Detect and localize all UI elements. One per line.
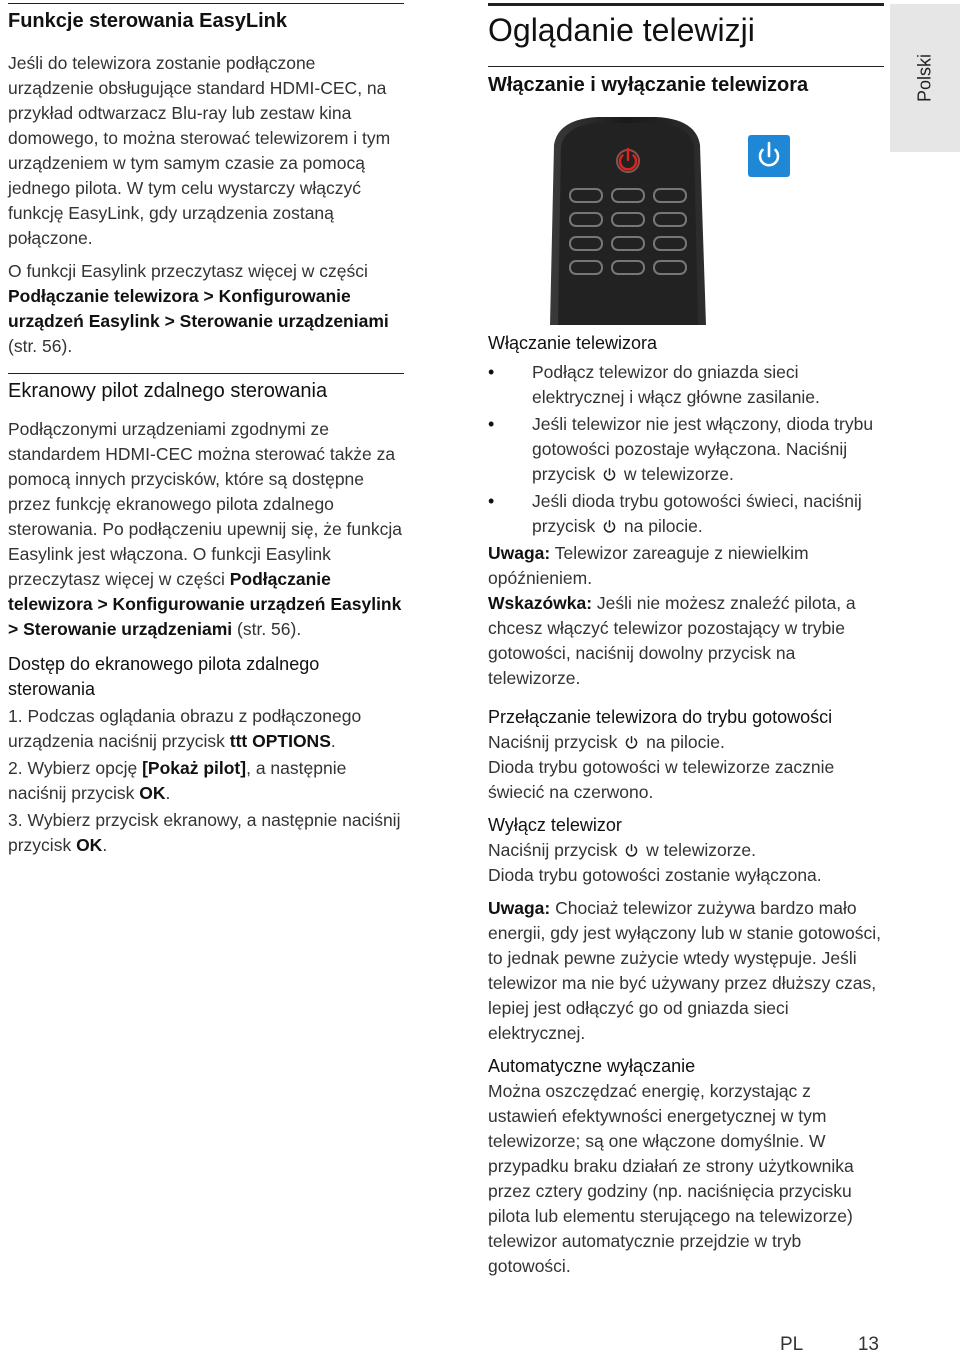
section-title-onoff: Włączanie i wyłączanie telewizora xyxy=(488,74,809,96)
remote-control-image xyxy=(488,115,884,325)
step-3: 3. Wybierz przycisk ekranowy, a następnie naciśnij przycisk OK. xyxy=(8,810,401,855)
remote-illustration xyxy=(488,115,884,325)
remote-ref-link: Podłączanie telewizora > Konfigurowanie urządzeń Easylink > Sterowanie urządzeniami xyxy=(8,569,402,639)
step-1: 1. Podczas oglądania obrazu z podłączonego urządzenia naciśnij przycisk ttt OPTIONS. xyxy=(8,706,362,751)
list-item: • Podłącz telewizor do gniazda sieci elektrycznej i włącz główne zasilanie. xyxy=(488,360,884,410)
language-tab xyxy=(890,4,960,152)
page-footer xyxy=(780,1334,879,1356)
easylink-reference: O funkcji Easylink przeczytasz więcej w części Podłączanie telewizora > Konfigurowanie urządzeń Easylink > Sterowanie urządzeniami (str. 56). xyxy=(8,261,389,356)
section-title-remote: Ekranowy pilot zdalnego sterowania xyxy=(8,380,328,402)
language-tab-label: Polski xyxy=(914,53,935,103)
standby-info: Dioda trybu gotowości w telewizorze zacznie świecić na czerwono. xyxy=(488,757,835,802)
easylink-paragraph: Jeśli do telewizora zostanie podłączone urządzenie obsługujące standard HDMI-CEC, na przykład odtwarzacz Blu-ray lub zestaw kina domowego, to można sterować telewizorem i tym urządzeniem w tym samym czasie za pomocą jednego pilota. W tym celu wystarczy włączyć funkcję EasyLink, gdy urządzenia zostaną połączone. xyxy=(8,53,391,248)
remote-paragraph: Podłączonymi urządzeniami zgodnymi ze standardem HDMI-CEC można sterować także za pomocą innych przycisków, które są dostępne przez funkcję ekranowego pilota zdalnego sterowania. Po podłączeniu upewnij się, że funkcja Easylink jest włączona. O funkcji Easylink przeczytasz więcej w części Podłączanie telewizora > Konfigurowanie urządzeń Easylink > Sterowanie urządzeniami (str. 56). xyxy=(8,419,402,639)
turn-on-tip: Wskazówka: Jeśli nie możesz znaleźć pilota, a chcesz włączyć telewizor pozostający w trybie gotowości, naciśnij dowolny przycisk na telewizorze. xyxy=(488,593,856,688)
page-number: 13 xyxy=(857,1334,879,1355)
turn-on-list xyxy=(488,360,884,539)
turn-on-note: Uwaga: Telewizor zareaguje z niewielkim opóźnieniem. xyxy=(488,543,809,588)
turn-on-title: Włączanie telewizora xyxy=(488,333,658,353)
off-note: Uwaga: Chociaż telewizor zużywa bardzo mało energii, gdy jest wyłączony lub w stanie gotowości, to jednak pewne zużycie wtedy występuje. Jeśli telewizor ma nie być używany przez dłuższy czas, lepiej jest odłączyć go od gniazda sieci elektrycznej. xyxy=(488,898,881,1043)
chapter-title: Oglądanie telewizji xyxy=(488,12,755,48)
off-step: Naciśnij przycisk w telewizorze. xyxy=(488,840,756,860)
left-column xyxy=(8,0,404,858)
easylink-ref-link: Podłączanie telewizora > Konfigurowanie urządzeń Easylink > Sterowanie urządzeniami xyxy=(8,286,389,331)
tv-power-button xyxy=(748,135,790,177)
section-title-easylink: Funkcje sterowania EasyLink xyxy=(8,10,287,32)
right-column xyxy=(488,0,884,1279)
options-icon: ttt xyxy=(229,731,248,751)
footer-language: PL xyxy=(780,1334,804,1355)
step-2: 2. Wybierz opcję [Pokaż pilot], a następnie naciśnij przycisk OK. xyxy=(8,758,347,803)
power-icon xyxy=(624,843,639,858)
list-item: • Jeśli dioda trybu gotowości świeci, naciśnij przycisk na pilocie. xyxy=(488,489,884,539)
off-info: Dioda trybu gotowości zostanie wyłączona. xyxy=(488,865,822,885)
standby-title: Przełączanie telewizora do trybu gotowości xyxy=(488,707,833,727)
power-icon xyxy=(602,519,617,534)
power-icon xyxy=(602,467,617,482)
auto-off-paragraph: Można oszczędzać energię, korzystając z ustawień efektywności energetycznej w tym telewizorze; są one włączone domyślnie. W przypadku braku działań ze strony użytkownika przez cztery godziny (np. naciśnięcia przycisku pilota lub elementu sterującego na telewizorze) telewizor automatycznie przejdzie w tryb gotowości. xyxy=(488,1081,854,1276)
list-item: • Jeśli telewizor nie jest włączony, dioda trybu gotowości pozostaje wyłączona. Naciśnij przycisk w telewizorze. xyxy=(488,412,884,487)
standby-step: Naciśnij przycisk na pilocie. xyxy=(488,732,725,752)
power-icon xyxy=(624,735,639,750)
off-title: Wyłącz telewizor xyxy=(488,815,622,835)
access-remote-title: Dostęp do ekranowego pilota zdalnego sterowania xyxy=(8,654,320,699)
auto-off-title: Automatyczne wyłączanie xyxy=(488,1056,696,1076)
